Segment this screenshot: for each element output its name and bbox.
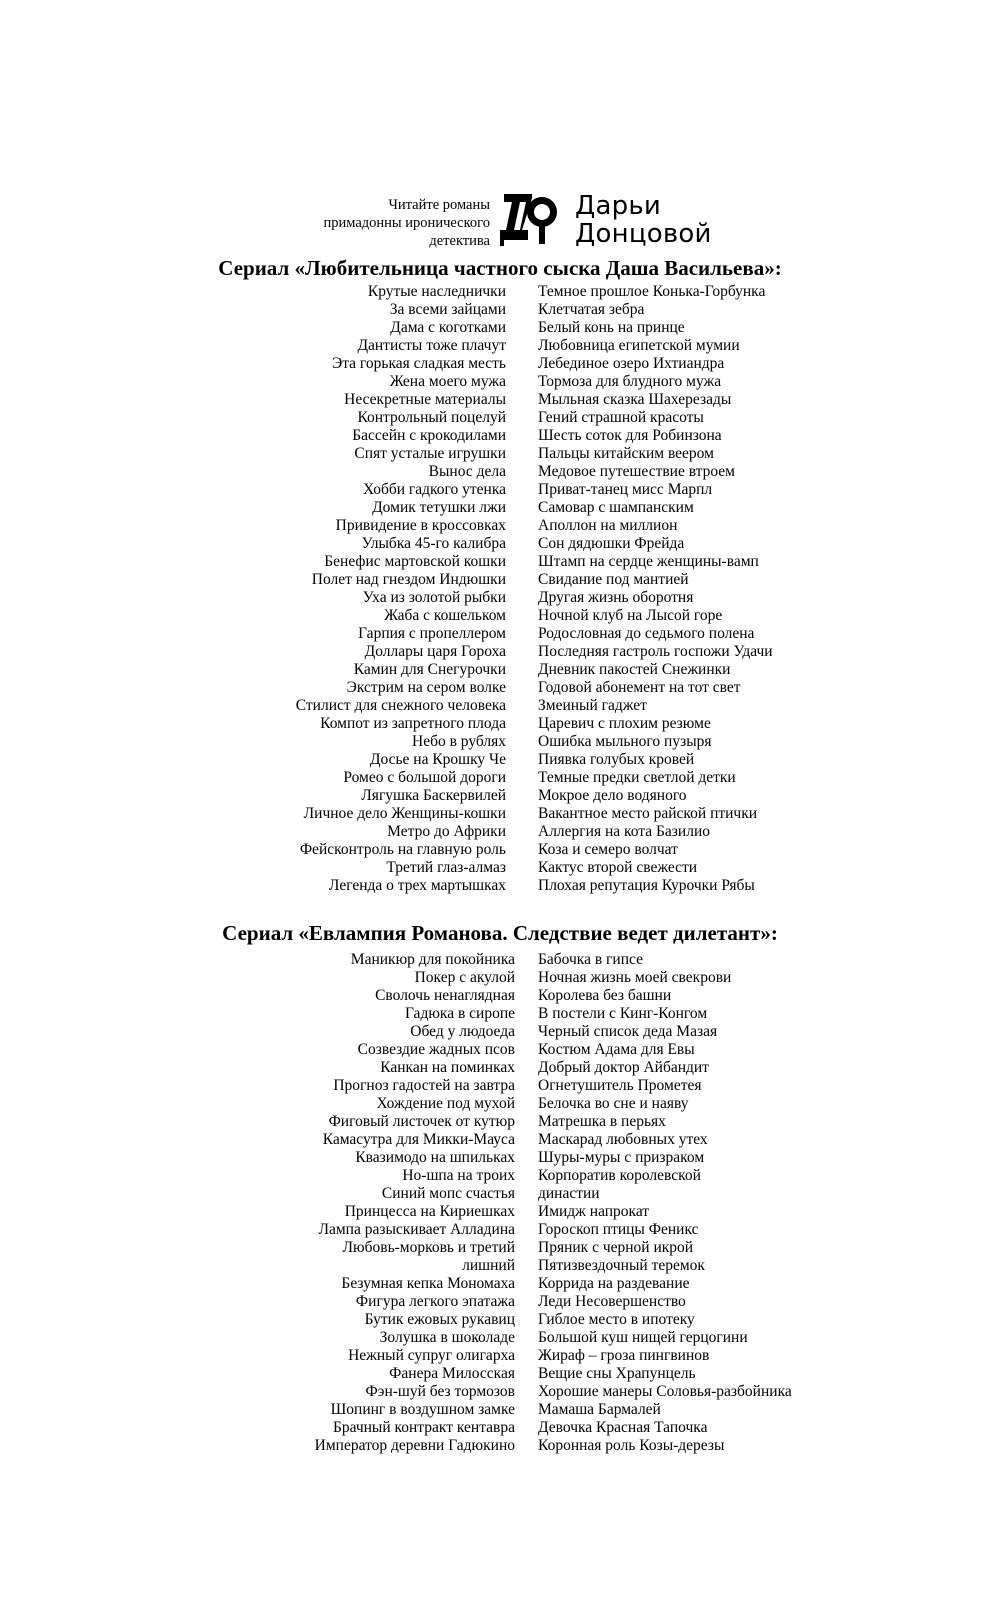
book-title: Добрый доктор Айбандит [538,1059,709,1076]
book-title: Другая жизнь оборотня [538,589,694,606]
book-title: Покер с акулой [414,969,515,986]
book-title: Аполлон на миллион [538,517,678,534]
header [0,190,1000,250]
tagline-line: примадонны иронического [323,215,490,231]
book-title: Шуры-муры с призраком [538,1149,705,1166]
book-title: Коронная роль Козы-дерезы [538,1437,725,1454]
title-list-left [315,951,515,1455]
book-title: Легенда о трех мартышках [328,877,506,894]
book-title: династии [538,1185,600,1202]
book-title: Жираф – гроза пингвинов [538,1347,710,1364]
book-title: Мокрое дело водяного [538,787,687,804]
book-title: Гарпия с пропеллером [358,625,506,642]
book-title: Лебединое озеро Ихтиандра [538,355,725,372]
book-title: Дама с коготками [390,319,506,336]
book-title: Сон дядюшки Фрейда [538,535,685,552]
book-title: Пиявка голубых кровей [538,751,695,768]
book-title: Фейсконтроль на главную роль [299,841,506,858]
book-title: Золушка в шоколаде [379,1329,515,1346]
book-title: Эта горькая сладкая месть [331,355,506,372]
book-title: Досье на Крошку Че [369,751,506,768]
book-title: Несекретные материалы [344,391,506,408]
book-title: Фанера Милосская [389,1365,515,1382]
book-title: Квазимодо на шпильках [355,1149,515,1166]
book-title: Метро до Африки [387,823,506,840]
book-title: Приват-танец мисс Марпл [538,481,713,498]
book-title: Хорошие манеры Соловья-разбойника [538,1383,792,1400]
book-title: Свидание под мантией [538,571,689,588]
book-title: Аллергия на кота Базилио [538,823,710,840]
book-title: Пальцы китайским веером [538,445,714,462]
book-title: Любовница египетской мумии [538,337,740,354]
book-title: Обед у людоеда [410,1023,515,1040]
book-title: Лампа разыскивает Алладина [318,1221,515,1238]
book-title: Брачный контракт кентавра [332,1419,515,1436]
book-title: Коррида на раздевание [538,1275,690,1292]
book-title: Безумная кепка Мономаха [341,1275,515,1292]
title-list-left [296,283,506,895]
book-title: Штамп на сердце женщины-вамп [538,553,759,570]
book-title: Медовое путешествие втроем [538,463,735,480]
book-title: Вынос дела [428,463,506,480]
book-title: Шесть соток для Робинзона [538,427,722,444]
book-title: лишний [462,1257,515,1274]
book-title: Ошибка мыльного пузыря [538,733,712,750]
book-title: Любовь-морковь и третий [342,1239,515,1256]
book-title: Маникюр для покойника [350,951,515,968]
book-title: Сволочь ненаглядная [375,987,515,1004]
book-title: Маскарад любовных утех [538,1131,708,1148]
author-last-line: Донцовой [575,219,712,249]
tagline [270,196,490,250]
book-title: Мамаша Бармалей [538,1401,661,1418]
book-title: За всеми зайцами [389,301,506,318]
book-title: Темное прошлое Конька-Горбунка [538,283,766,300]
dd-logo-icon [498,190,560,246]
book-title: Имидж напрокат [538,1203,650,1220]
book-title: Синий мопс счастья [381,1185,515,1202]
book-title: Последняя гастроль госпожи Удачи [538,643,773,660]
book-title: Леди Несовершенство [538,1293,686,1310]
book-title: Ночная жизнь моей свекрови [538,969,732,986]
book-title: Вещие сны Храпунцель [538,1365,696,1382]
book-title: Жена моего мужа [389,373,506,390]
book-title: Девочка Красная Тапочка [538,1419,708,1436]
book-title: Пятизвездочный теремок [538,1257,705,1274]
book-title: Змеиный гаджет [538,697,647,714]
book-title: Шопинг в воздушном замке [330,1401,515,1418]
book-title: Полет над гнездом Индюшки [311,571,506,588]
book-title: Клетчатая зебра [538,301,645,318]
book-title: Гений страшной красоты [538,409,704,426]
book-title: Королева без башни [538,987,672,1004]
book-title: Мыльная сказка Шахерезады [538,391,732,408]
book-title: Тормоза для блудного мужа [538,373,722,390]
book-title: Стилист для снежного человека [295,697,506,714]
book-title: Коза и семеро волчат [538,841,678,858]
book-title: Хождение под мухой [376,1095,515,1112]
book-title: Большой куш нищей герцогини [538,1329,748,1346]
tagline-line: Читайте романы [388,197,490,213]
book-title: Бабочка в гипсе [538,951,643,968]
book-title: Бенефис мартовской кошки [324,553,506,570]
book-title: Компот из запретного плода [320,715,506,732]
book-title: Домик тетушки лжи [372,499,506,516]
book-title: Вакантное место райской птички [538,805,758,822]
book-title: Гадюка в сиропе [404,1005,515,1022]
author-name [575,192,712,248]
book-title: Костюм Адама для Евы [538,1041,695,1058]
book-title: Контрольный поцелуй [357,409,506,426]
book-title: Черный список деда Мазая [538,1023,718,1040]
book-title: Родословная до седьмого полена [538,625,755,642]
tagline-line: детектива [429,233,490,249]
book-title: Ночной клуб на Лысой горе [538,607,723,624]
book-title: Бутик ежовых рукавиц [364,1311,515,1328]
series-title: Сериал «Любительница частного сыска Даша Васильева»: [218,256,782,280]
book-title: Нежный супруг олигарха [348,1347,515,1364]
book-title: Дантисты тоже плачут [357,337,506,354]
book-title: Камасутра для Микки-Мауса [322,1131,515,1148]
book-title: Жаба с кошельком [384,607,506,624]
book-title: Прогноз гадостей на завтра [333,1077,515,1094]
book-title: Самовар с шампанским [538,499,694,516]
book-title: Третий глаз-алмаз [386,859,506,876]
book-title: Камин для Снегурочки [353,661,506,678]
book-title: Пряник с черной икрой [538,1239,694,1256]
book-title: Крутые наследнички [367,283,506,300]
book-title: Император деревни Гадюкино [314,1437,515,1454]
book-title: Царевич с плохим резюме [538,715,711,732]
author-first-line: Дарьи [575,191,661,221]
book-title: Годовой абонемент на тот свет [538,679,741,696]
book-title: Гиблое место в ипотеку [538,1311,695,1328]
book-title: Огнетушитель Прометея [538,1077,702,1094]
book-title: Лягушка Баскервилей [361,787,506,804]
book-title: Спят усталые игрушки [354,445,506,462]
book-title: Фиговый листочек от кутюр [328,1113,515,1130]
book-title: Ромео с большой дороги [343,769,506,786]
book-title: Кактус второй свежести [538,859,698,876]
book-title: Матрешка в перьях [538,1113,666,1130]
book-title: Принцесса на Кириешках [344,1203,515,1220]
book-title: Личное дело Женщины-кошки [303,805,506,822]
book-title: Экстрим на сером волке [346,679,506,696]
book-title: Привидение в кроссовках [335,517,506,534]
book-title: Дневник пакостей Снежинки [538,661,731,678]
series-title: Сериал «Евлампия Романова. Следствие ведет дилетант»: [222,921,778,945]
book-title: Темные предки светлой детки [538,769,736,786]
title-list-right [538,951,792,1455]
book-title: Корпоратив королевской [538,1167,701,1184]
book-title: Небо в рублях [412,733,506,750]
book-title: Уха из золотой рыбки [362,589,506,606]
book-title: Фэн-шуй без тормозов [365,1383,515,1400]
book-title: Но-шпа на троих [402,1167,515,1184]
book-title: Плохая репутация Курочки Рябы [538,877,755,894]
title-list-right [538,283,773,895]
book-title: Хобби гадкого утенка [363,481,506,498]
book-title: Белочка во сне и наяву [538,1095,689,1112]
book-title: Улыбка 45-го калибра [361,535,506,552]
book-title: Фигура легкого эпатажа [355,1293,515,1310]
book-title: Созвездие жадных псов [357,1041,515,1058]
book-title: Канкан на поминках [380,1059,515,1076]
book-title: Доллары царя Гороха [364,643,506,660]
book-title: Бассейн с крокодилами [352,427,506,444]
book-title: В постели с Кинг-Конгом [538,1005,708,1022]
book-title: Гороскоп птицы Феникс [538,1221,699,1238]
book-title: Белый конь на принце [538,319,685,336]
